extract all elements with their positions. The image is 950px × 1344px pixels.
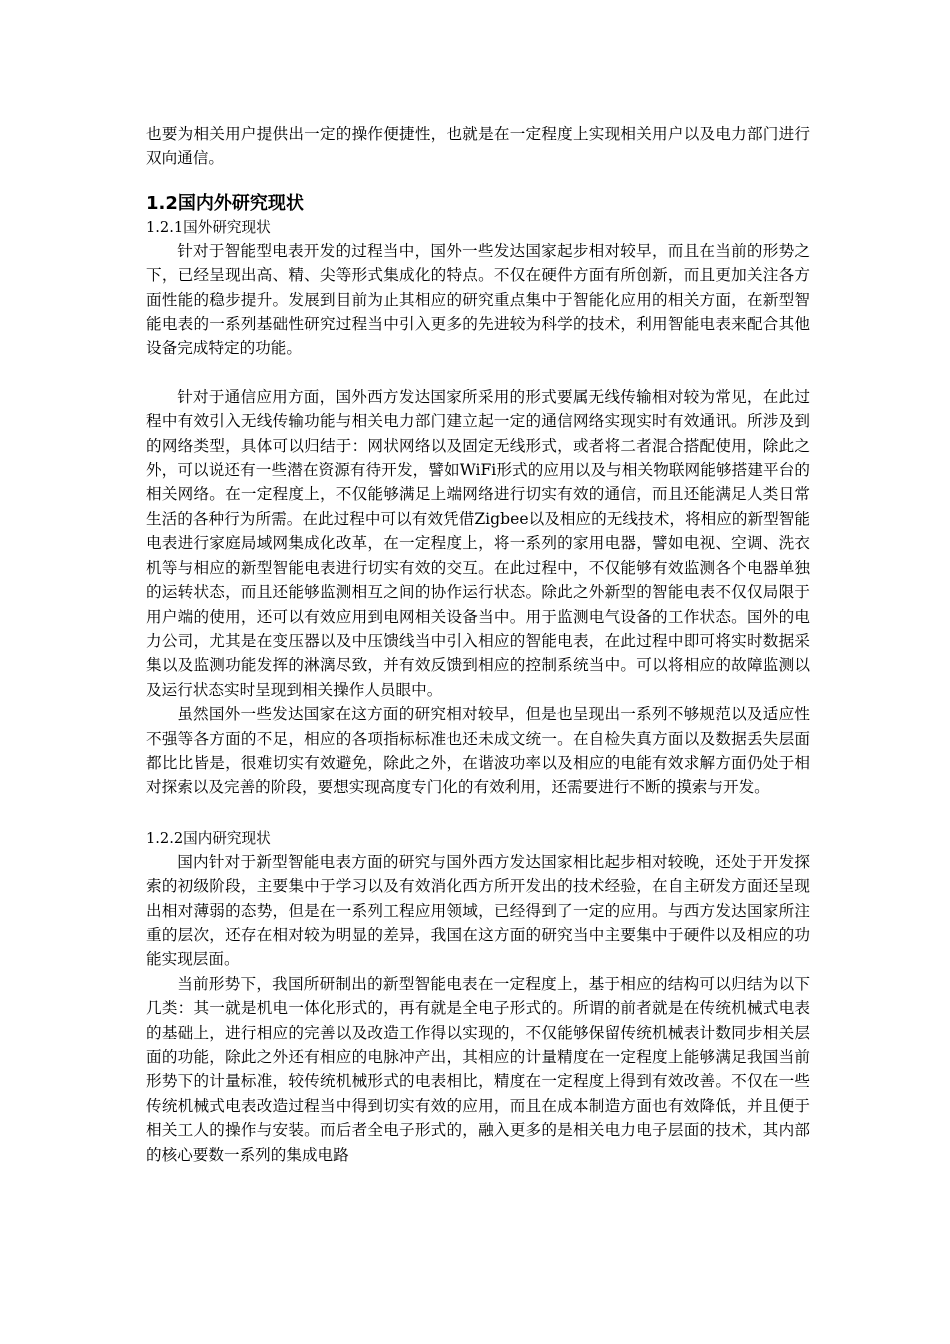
body-paragraph: 针对于通信应用方面，国外西方发达国家所采用的形式要属无线传输相对较为常见，在此过程中有效引入无线传输功能与相关电力部门建立起一定的通信网络实现实时有效通讯。所涉及到的网络类型，具体可以归结于：网状网络以及固定无线形式，或者将二者混合搭配使用，除此之外，可以说还有一些潜在资源有待开发，譬如WiFi形式的应用以及与相关物联网能够搭建平台的相关网络。在一定程度上，不仅能够满足上端网络进行切实有效的通信，而且还能满足人类日常生活的各种行为所需。在此过程中可以有效凭借Zigbee以及相应的无线技术，将相应的新型智能电表进行家庭局域网集成化改革，在一定程度上，将一系列的家用电器，譬如电视、空调、洗衣机等与相应的新型智能电表进行切实有效的交互。在此过程中，不仅能够有效监测各个电器单独的运转状态，而且还能够监测相互之间的协作运行状态。除此之外新型的智能电表不仅仅局限于用户端的使用，还可以有效应用到电网相关设备当中。用于监测电气设备的工作状态。国外的电力公司，尤其是在变压器以及中压馈线当中引入相应的智能电表，在此过程中即可将实时数据采集以及监测功能发挥的淋漓尽致，并有效反馈到相应的控制系统当中。可以将相应的故障监测以及运行状态实时呈现到相关操作人员眼中。 bbox=[146, 387, 810, 699]
document-body bbox=[146, 122, 810, 1167]
intro-paragraph: 也要为相关用户提供出一定的操作便捷性，也就是在一定程度上实现相关用户以及电力部门进行双向通信。 bbox=[146, 125, 810, 168]
body-paragraph: 国内针对于新型智能电表方面的研究与国外西方发达国家相比起步相对较晚，还处于开发探索的初级阶段，主要集中于学习以及有效消化西方所开发出的技术经验，在自主研发方面还呈现出相对薄弱的态势，但是在一系列工程应用领域，已经得到了一定的应用。与西方发达国家所注重的层次，还存在相对较为明显的差异，我国在这方面的研究当中主要集中于硬件以及相应的功能实现层面。 bbox=[146, 852, 810, 969]
body-paragraph: 虽然国外一些发达国家在这方面的研究相对较早，但是也呈现出一系列不够规范以及适应性不强等各方面的不足，相应的各项指标标准也还未成文统一。在自检失真方面以及数据丢失层面都比比皆是，很难切实有效避免，除此之外，在谐波功率以及相应的电能有效求解方面仍处于相对探索以及完善的阶段，要想实现高度专门化的有效利用，还需要进行不断的摸索与开发。 bbox=[146, 705, 810, 797]
paragraph-spacer bbox=[146, 800, 810, 824]
paragraph-spacer bbox=[146, 361, 810, 385]
subsection-heading-domestic: 1.2.2国内研究现状 bbox=[146, 829, 271, 847]
body-paragraph: 当前形势下，我国所研制出的新型智能电表在一定程度上，基于相应的结构可以归结为以下几类：其一就是机电一体化形式的，再有就是全电子形式的。所谓的前者就是在传统机械式电表的基础上，进行相应的完善以及改造工作得以实现的，不仅能够保留传统机械表计数同步相关层面的功能，除此之外还有相应的电脉冲产出，其相应的计量精度在一定程度上能够满足我国当前形势下的计量标准，较传统机械形式的电表相比，精度在一定程度上得到有效改善。不仅在一些传统机械式电表改造过程当中得到切实有效的应用，而且在成本制造方面也有效降低，并且便于相关工人的操作与安装。而后者全电子形式的，融入更多的是相关电力电子层面的技术，其内部的核心要数一系列的集成电路 bbox=[146, 974, 810, 1164]
section-heading: 1.2国内外研究现状 bbox=[146, 192, 304, 214]
body-paragraph: 针对于智能型电表开发的过程当中，国外一些发达国家起步相对较早，而且在当前的形势之下，已经呈现出高、精、尖等形式集成化的特点。不仅在硬件方面有所创新，而且更加关注各方面性能的稳步提升。发展到目前为止其相应的研究重点集中于智能化应用的相关方面，在新型智能电表的一系列基础性研究过程当中引入更多的先进较为科学的技术，利用智能电表来配合其他设备完成特定的功能。 bbox=[146, 241, 810, 358]
subsection-heading-foreign: 1.2.1国外研究现状 bbox=[146, 218, 271, 236]
